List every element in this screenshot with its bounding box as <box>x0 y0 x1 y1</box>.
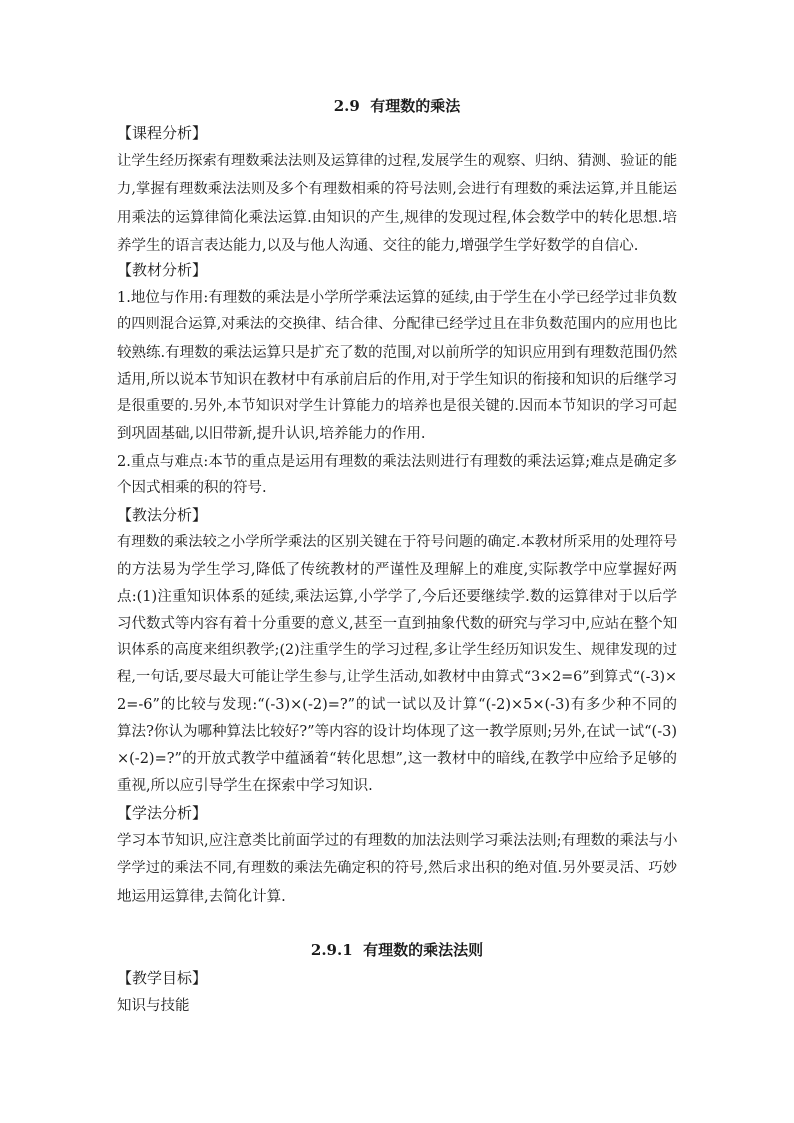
teaching-method-line: 2=-6”的比较与发现:“(-3)×(-2)=?”的试一试以及计算“(-2)×5×(-3)有多少种不同的 <box>117 697 677 713</box>
textbook-analysis-line: 到巩固基础,以旧带新,提升认识,培养能力的作用. <box>117 426 426 442</box>
subsection-title: 2.9.1 有理数的乘法法则 <box>310 941 484 959</box>
teaching-method-line: 的方法易为学生学习,降低了传统教材的严谨性及理解上的难度,实际教学中应掌握好两 <box>117 562 677 578</box>
teaching-method-line: 识体系的高度来组织教学;(2)注重学生的学习过程,多让学生经历知识发生、规律发现的过 <box>117 642 677 658</box>
textbook-analysis-line: 较熟练.有理数的乘法运算只是扩充了数的范围,对以前所学的知识应用到有理数范围仍然 <box>117 345 678 361</box>
teaching-goals-line: 知识与技能 <box>117 998 190 1014</box>
course-analysis-line: 用乘法的运算律简化乘法运算.由知识的产生,规律的发现过程,体会数学中的转化思想.培 <box>117 210 677 226</box>
textbook-analysis-line: 是很重要的.另外,本节知识对学生计算能力的培养也是很关键的.因而本节知识的学习可起 <box>117 398 677 414</box>
teaching-method-line: 重视,所以应引导学生在探索中学习知识. <box>117 778 373 794</box>
learning-method-line: 学学过的乘法不同,有理数的乘法先确定积的符号,然后求出积的绝对值.另外要灵活、巧妙 <box>117 860 677 876</box>
teaching-method-heading: 【教法分析】 <box>117 506 208 524</box>
learning-method-line: 地运用运算律,去简化计算. <box>117 889 286 905</box>
textbook-analysis-line: 个因式相乘的积的符号. <box>117 480 267 496</box>
textbook-analysis-line: 适用,所以说本节知识在教材中有承前启后的作用,对于学生知识的衔接和知识的后继学习 <box>117 372 678 388</box>
learning-method-heading: 【学法分析】 <box>117 804 208 822</box>
course-analysis-line: 力,掌握有理数乘法法则及多个有理数相乘的符号法则,会进行有理数的乘法运算,并且能运 <box>117 181 677 197</box>
teaching-method-line: 程,一句话,要尽最大可能让学生参与,让学生活动,如教材中由算式“3×2=6”到算式“(-3)× <box>117 669 677 685</box>
teaching-goals-heading: 【教学目标】 <box>117 969 208 987</box>
course-analysis-line: 养学生的语言表达能力,以及与他人沟通、交往的能力,增强学生学好数学的自信心. <box>117 238 639 254</box>
textbook-analysis-heading: 【教材分析】 <box>117 261 208 279</box>
textbook-analysis-line: 的四则混合运算,对乘法的交换律、结合律、分配律已经学过且在非负数范围内的应用也比 <box>117 316 678 332</box>
teaching-method-line: 有理数的乘法较之小学所学乘法的区别关键在于符号问题的确定.本教材所采用的处理符号 <box>117 534 678 550</box>
teaching-method-line: 算法?你认为哪种算法比较好?”等内容的设计均体现了这一教学原则;另外,在试一试“(-3) <box>117 724 677 740</box>
course-analysis-heading: 【课程分析】 <box>117 124 208 142</box>
section-title: 2.9 有理数的乘法 <box>333 97 461 115</box>
textbook-analysis-line: 2.重点与难点:本节的重点是运用有理数的乘法法则进行有理数的乘法运算;难点是确定多 <box>117 454 678 470</box>
textbook-analysis-line: 1.地位与作用:有理数的乘法是小学所学乘法运算的延续,由于学生在小学已经学过非负数 <box>117 290 677 306</box>
teaching-method-line: 点:(1)注重知识体系的延续,乘法运算,小学学了,今后还要继续学.数的运算律对于以后学 <box>117 589 677 605</box>
learning-method-line: 学习本节知识,应注意类比前面学过的有理数的加法法则学习乘法法则;有理数的乘法与小 <box>117 833 678 849</box>
course-analysis-line: 让学生经历探索有理数乘法法则及运算律的过程,发展学生的观察、归纳、猜测、验证的能 <box>117 153 678 169</box>
teaching-method-line: 习代数式等内容有着十分重要的意义,甚至一直到抽象代数的研究与学习中,应站在整个知 <box>117 616 678 632</box>
teaching-method-line: ×(-2)=?”的开放式教学中蕴涵着“转化思想”,这一教材中的暗线,在教学中应给予足够的 <box>117 751 677 767</box>
